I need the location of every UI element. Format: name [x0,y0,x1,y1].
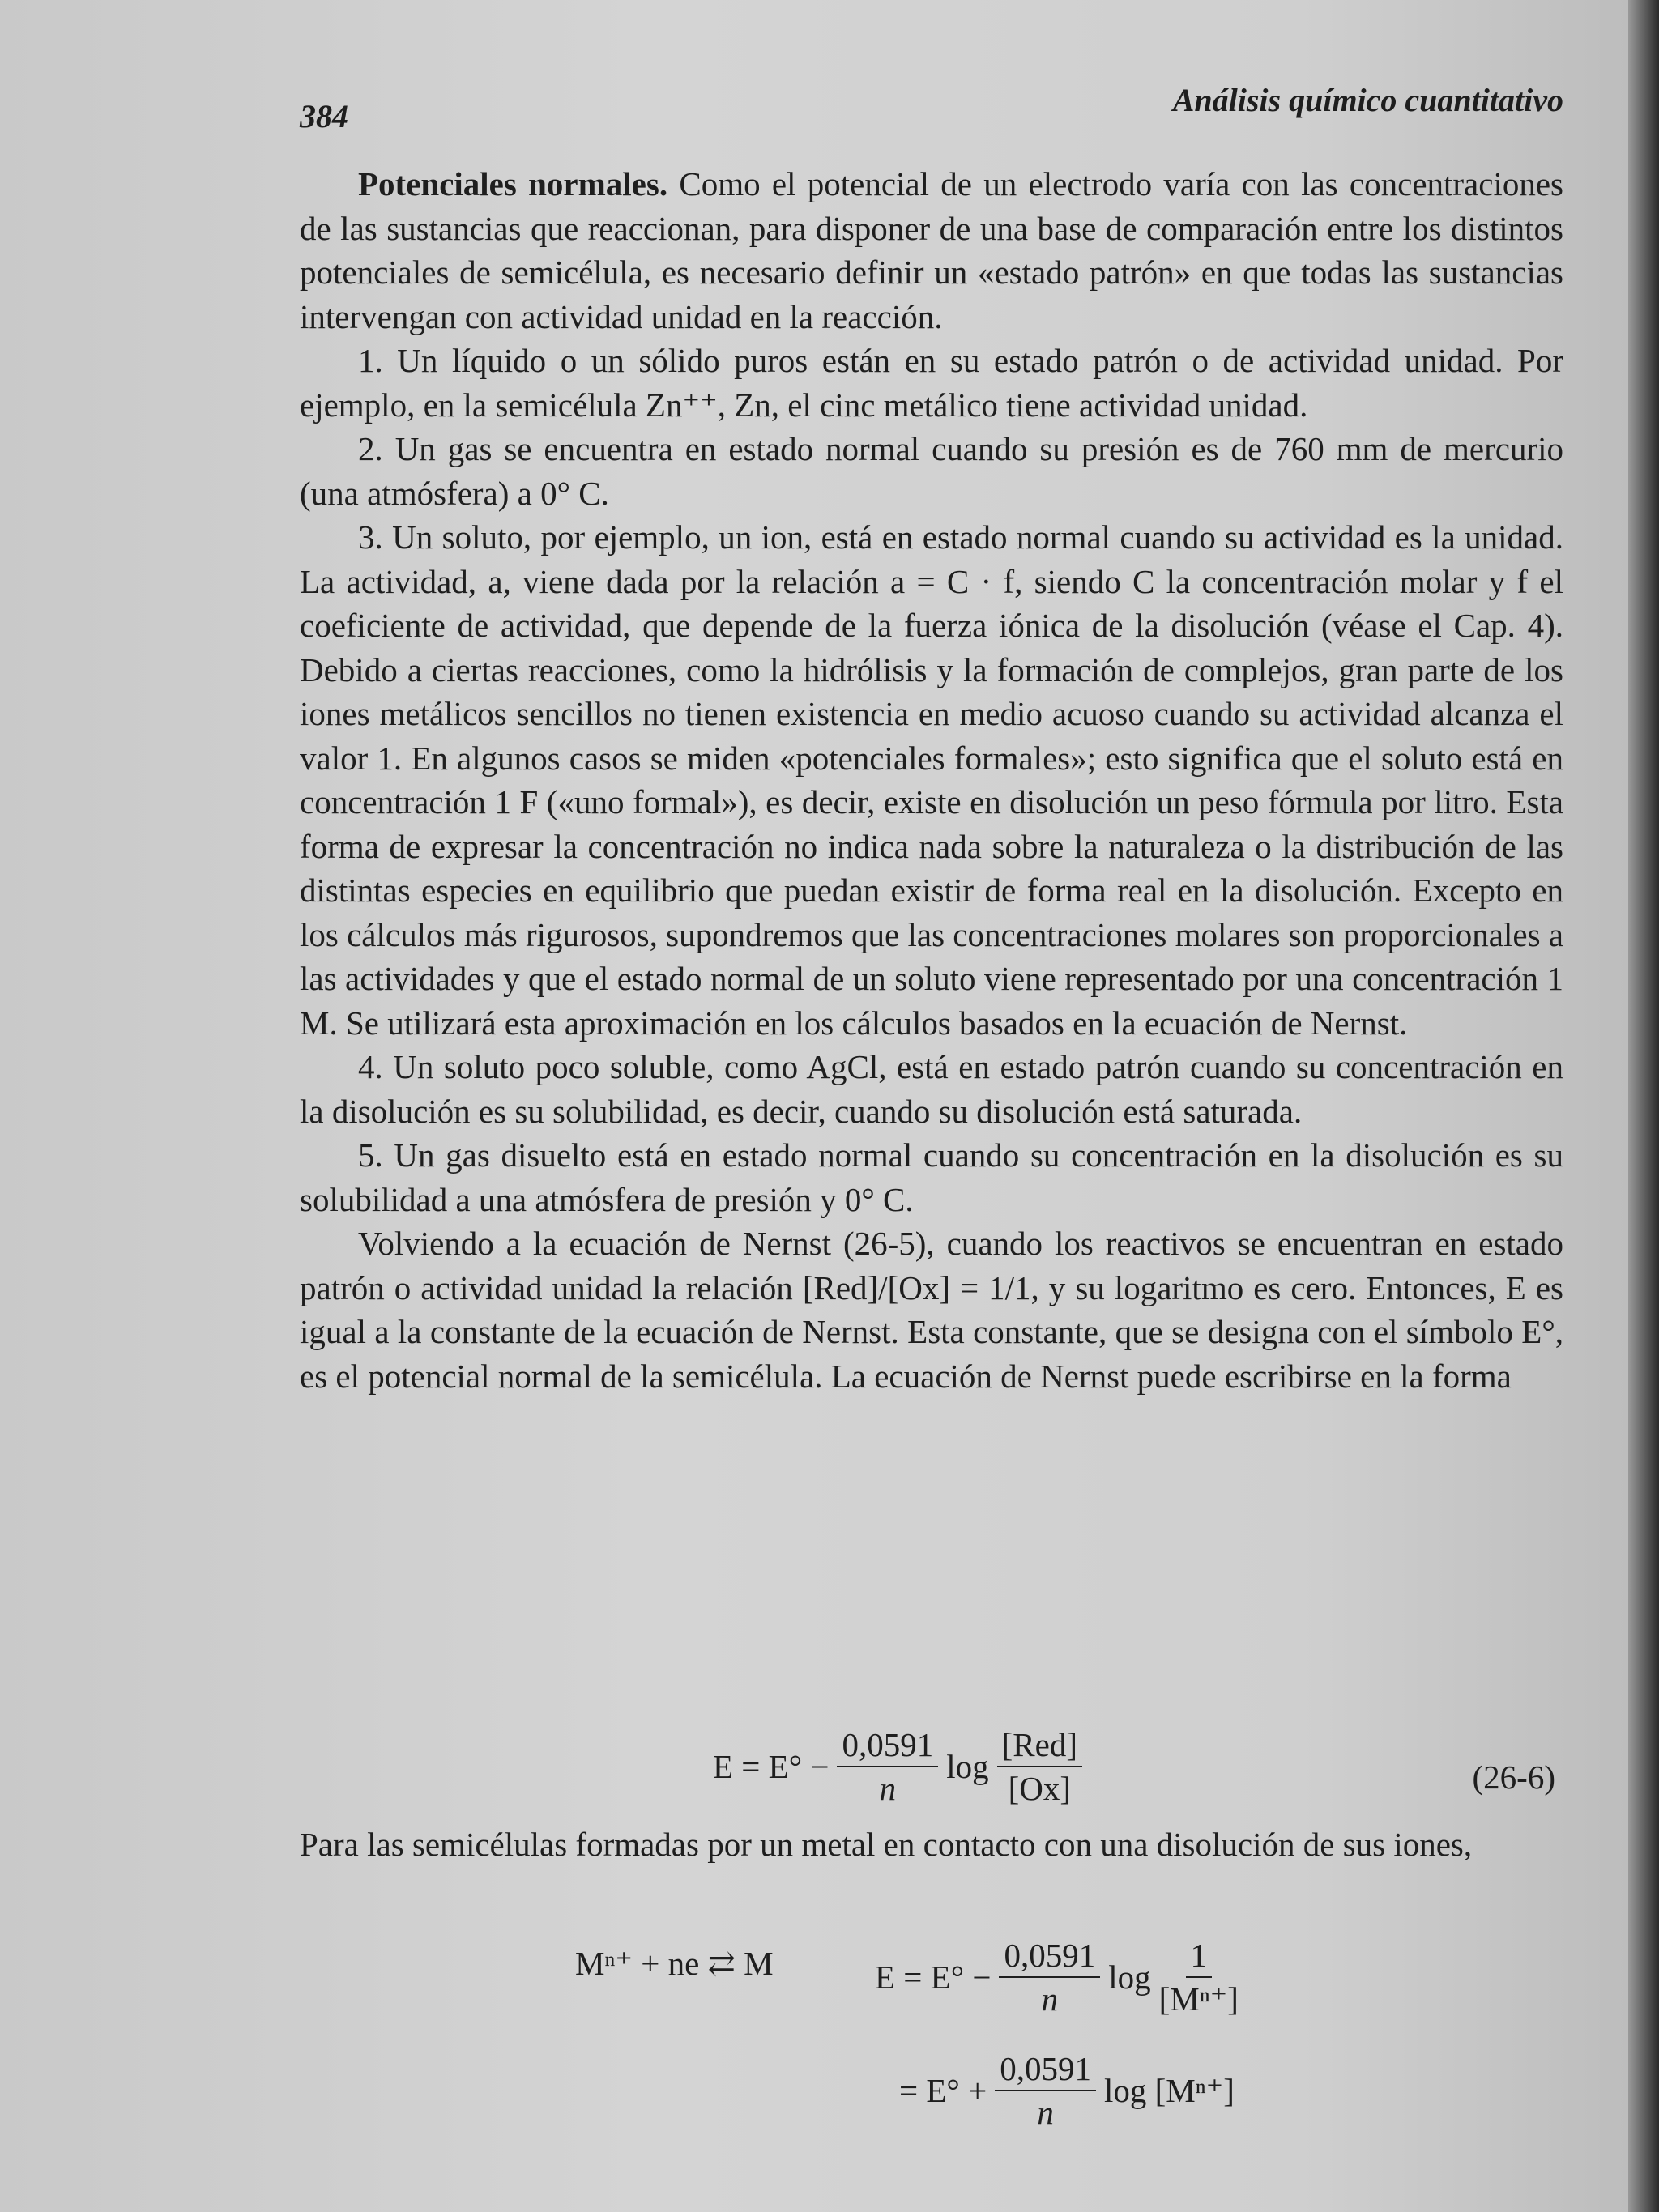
eq-coef-num: 0,0591 [837,1725,938,1767]
running-head: Análisis químico cuantitativo [1172,82,1563,118]
intro-text: Como el potencial de un electrodo varía con las concentraciones de las sustancias que reaccionan, para disponer de una base de comparación entre los distintos potenciales de semicélula, es necesario definir un «estado patrón» en que todas las sustancias intervengan con actividad unidad en la reacción. [300,165,1563,335]
eq2-line2-coefficient [995,2049,1096,2132]
eq2-argument [1159,1936,1239,2018]
equation-26-6 [300,1725,1563,1831]
eq-log: log [946,1748,989,1785]
section-heading: Potenciales normales. [358,165,668,202]
list-item: 1. Un líquido o un sólido puros están en su estado patrón o de actividad unidad. Por ejemplo, en la semicélula Zn⁺⁺, Zn, el cinc metálico tiene actividad unidad. [300,342,1563,424]
reaction-text: Mⁿ⁺ + ne ⇄ M [575,1945,774,1982]
eq-argument [997,1725,1082,1808]
eq-coef-den: n [879,1770,897,1807]
equation-line-1 [875,1936,1247,2018]
equation-label: (26-6) [1472,1758,1555,1796]
book-spine [1628,0,1659,2212]
list-item: 4. Un soluto poco soluble, como AgCl, está en estado patrón cuando su concentración en la disolución es su solubilidad, es decir, cuando su disolución está saturada. [300,1048,1563,1130]
list-item: 3. Un soluto, por ejemplo, un ion, está en estado normal cuando su actividad es la unidad. La actividad, a, viene dada por la relación a = C · f, siendo C la concentración molar y f el coeficiente de actividad, que depende de la fuerza iónica de la disolución (véase el Cap. 4). Debido a ciertas reacciones, como la hidrólisis y la formación de complejos, gran parte de los iones metálicos sencillos no tienen existencia en medio acuoso cuando su actividad alcanza el valor 1. En algunos casos se miden «potenciales formales»; esto significa que el soluto está en concentración 1 F («uno formal»), es decir, existe en disolución un peso fórmula por litro. Esta forma de expresar la concentración no indica nada sobre la naturaleza o la distribución de las distintas especies en equilibrio que puedan existir de forma real en la disolución. Excepto en los cálculos más rigurosos, supondremos que las concentraciones molares son proporcionales a las actividades y que el estado normal de un soluto viene representado por una concentración 1 M. Se utilizará esta aproximación en los cálculos basados en la ecuación de Nernst. [300,518,1563,1042]
eq2-coef-den: n [1041,1980,1059,2018]
eq2-line2-lhs: = E° + [899,2072,987,2109]
body-text [300,162,1563,1398]
equation-body [713,1725,1090,1808]
page-number: 384 [300,98,348,134]
list-item: 2. Un gas se encuentra en estado normal cuando su presión es de 760 mm de mercurio (una atmósfera) a 0° C. [300,430,1563,512]
eq2-log: log [1108,1958,1151,1996]
eq2-line2-log: log [Mⁿ⁺] [1103,2072,1235,2109]
eq2-coef-num: 0,0591 [999,1936,1100,1978]
eq2-arg-num: 1 [1186,1936,1213,1978]
page-header [300,81,1563,138]
equation-line-2 [899,2049,1235,2132]
equation-metal [300,1936,1563,2146]
eq2-lhs: E = E° − [875,1958,992,1996]
eq2-line2-coef-num: 0,0591 [995,2049,1096,2091]
intro-paragraph [300,162,1563,339]
eq2-coefficient [999,1936,1100,2018]
eq-lhs: E = E° − [713,1748,830,1785]
nernst-paragraph: Volviendo a la ecuación de Nernst (26-5), cuando los reactivos se encuentran en estado patrón o actividad unidad la relación [Red]/[Ox] = 1/1, y su logaritmo es cero. Entonces, E es igual a la constante de la ecuación de Nernst. Esta constante, que se designa con el símbolo E°, es el potencial normal de la semicélula. La ecuación de Nernst puede escribirse en la forma [300,1225,1563,1395]
metal-paragraph-text: Para las semicélulas formadas por un metal en contacto con una disolución de sus iones, [300,1826,1473,1863]
reaction [575,1944,774,1983]
list-item: 5. Un gas disuelto está en estado normal cuando su concentración en la disolución es su solubilidad a una atmósfera de presión y 0° C. [300,1136,1563,1218]
metal-paragraph [300,1822,1563,1867]
eq-arg-num: [Red] [997,1725,1082,1767]
eq-arg-den: [Ox] [1008,1770,1072,1807]
eq2-line2-coef-den: n [1037,2094,1054,2131]
eq-coefficient [837,1725,938,1808]
eq2-arg-den: [Mⁿ⁺] [1158,1980,1239,2018]
